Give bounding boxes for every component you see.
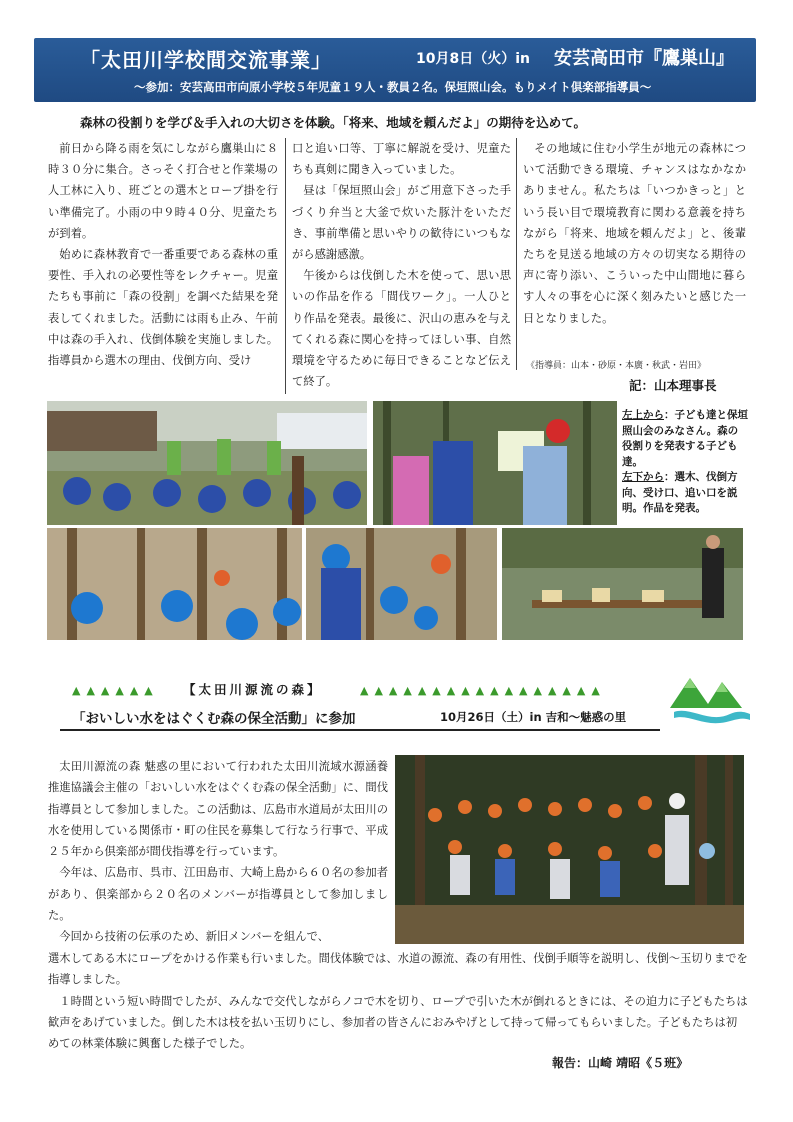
caption-upper-label: 左上から [622,409,664,421]
paragraph: 口と追い口等、丁寧に解説を受け、児童たちも真剣に聞き入っていました。 [292,142,511,177]
paragraph: 今年は、広島市、呉市、江田島市、大崎上島から６０名の参加者があり、倶楽部から２０名のメンバーが指導員として参加しました。 [48,866,388,923]
header-banner [34,38,756,102]
mountain-river-icon [670,668,750,726]
section-title: 「おいしい水をはぐくむ森の保全活動」に参加 [72,711,356,727]
paragraph: 始めに森林教育で一番重要である森林の重要性、手入れの必要性等をレクチャー。児童たちも事前に「森の役割」を調べた結果を発表してくれました。活動には雨も止み、午前中は森の手入れ、伐倒体験を実施しました。指導員から選木の理由、伐倒方向、受け [48,248,278,368]
caption-lower-text: ：選木、伐倒方向、受け口、追い口を説明。作品を発表。 [622,471,738,514]
paragraph: １時間という短い時間でしたが、みんなで交代しながらノコで木を切り、ロープで引いた木が倒れるときには、その迫力に子どもたちは歓声をあげていました。倒した木は枝を払い玉切りにし、参加者の皆さんにおみやげとして持って帰ってもらいました。子どもたちは初めての林業体験に興奮した様子でした。 [48,994,748,1051]
divider [60,729,660,731]
paragraph: 午後からは伐倒した木を使って、思い思いの作品を作る「間伐ワーク」。一人ひとり作品を発表。最後に、沢山の恵みを与えてくれる森に関心を持ってほしい事、自然環境を守るために毎日できることなど伝えて終了。 [292,269,511,389]
paragraph: 昼は「保垣照山会」がご用意下さった手づくり弁当と大釜で炊いた豚汁をいただき、事前準備と思いやりの歓待にいつもながら感謝感激。 [292,184,511,262]
caption-upper-text: ：子ども達と保垣照山会のみなさん。森の役割りを発表する子ども達。 [622,409,748,468]
section2-body-full [48,948,748,1054]
article-column-3 [516,138,746,370]
tree-row-left: ▲▲▲▲▲▲ [72,684,159,697]
participants-subtitle: ～参加：安芸高田市向原小学校５年児童１９人・教員２名。保垣照山会。もりメイト倶楽部指導員～ [134,80,652,94]
section2-body-left [48,756,388,948]
article-column-2 [285,138,511,394]
event-place: 安芸高田市『鷹巣山』 [554,48,734,69]
paragraph: 前日から降る雨を気にしながら鷹巣山に８時３０分に集合。さっそく打合せと作業場の人工林に入り、班ごとの選木とロープ掛を行い準備完了。小雨の中９時４０分、児童たちが到着。 [48,142,278,240]
guides-list: 《指導員：山本・砂原・本廣・秋武・岩田》 [526,361,707,371]
photo-caption [622,408,748,517]
photo-forest-role-presentation [373,401,617,525]
photo-tree-selection [47,528,302,640]
paragraph: 今回から技術の伝承のため、新旧メンバーを組んで、 [59,930,329,944]
event-date: 10月8日（火）in [416,51,530,67]
section-heading: 【太田川源流の森】 [183,682,323,697]
lead-sentence: 森林の役割りを学び＆手入れの大切さを体験。「将来、地域を頼んだよ」の期待を込めて。 [80,115,587,130]
caption-lower-label: 左下から [622,471,664,483]
paragraph: 選木してある木にロープをかける作業も行いました。間伐体験では、水道の源流、森の有用性、伐倒手順等を説明し、伐倒～玉切りまでを指導しました。 [48,952,748,987]
photo-felling-explanation [306,528,497,640]
report-writer: 報告：山崎 靖昭《５班》 [552,1056,689,1070]
photo-works-presentation [502,528,743,640]
paragraph: 太田川源流の森 魅惑の里において行われた太田川流域水源涵養推進協議会主催の「おいしい水をはぐくむ森の保全活動」に、間伐指導員として参加しました。この活動は、広島市水道局が太田川の水を使用している関係市・町の住民を募集して行なう行事で、平成２５年から倶楽部が間伐指導を行っています。 [48,760,388,859]
photo-group-participants [395,755,744,944]
page-title: 「太田川学校間交流事業」 [80,48,332,72]
photo-children-and-hosts [47,401,367,525]
article-writer: 記：山本理事長 [629,378,717,393]
section-date: 10月26日（土）in 吉和～魅惑の里 [440,710,627,724]
paragraph: その地域に住む小学生が地元の森林について活動できる環境、チャンスはなかなかありません。私たちは「いつかきっと」という長い目で環境教育に関わる意義を持ちながら「将来、地域を頼んだよ」と、後輩たちを見送る地域の方々の切実なる期待の声に寄り添い、こういった中山間地に暮らす人々の事を心に深く刻みたいと感じた一日となりました。 [523,142,746,325]
article-column-1 [48,138,278,371]
tree-row-right: ▲▲▲▲▲▲▲▲▲▲▲▲▲▲▲▲▲ [360,684,606,697]
